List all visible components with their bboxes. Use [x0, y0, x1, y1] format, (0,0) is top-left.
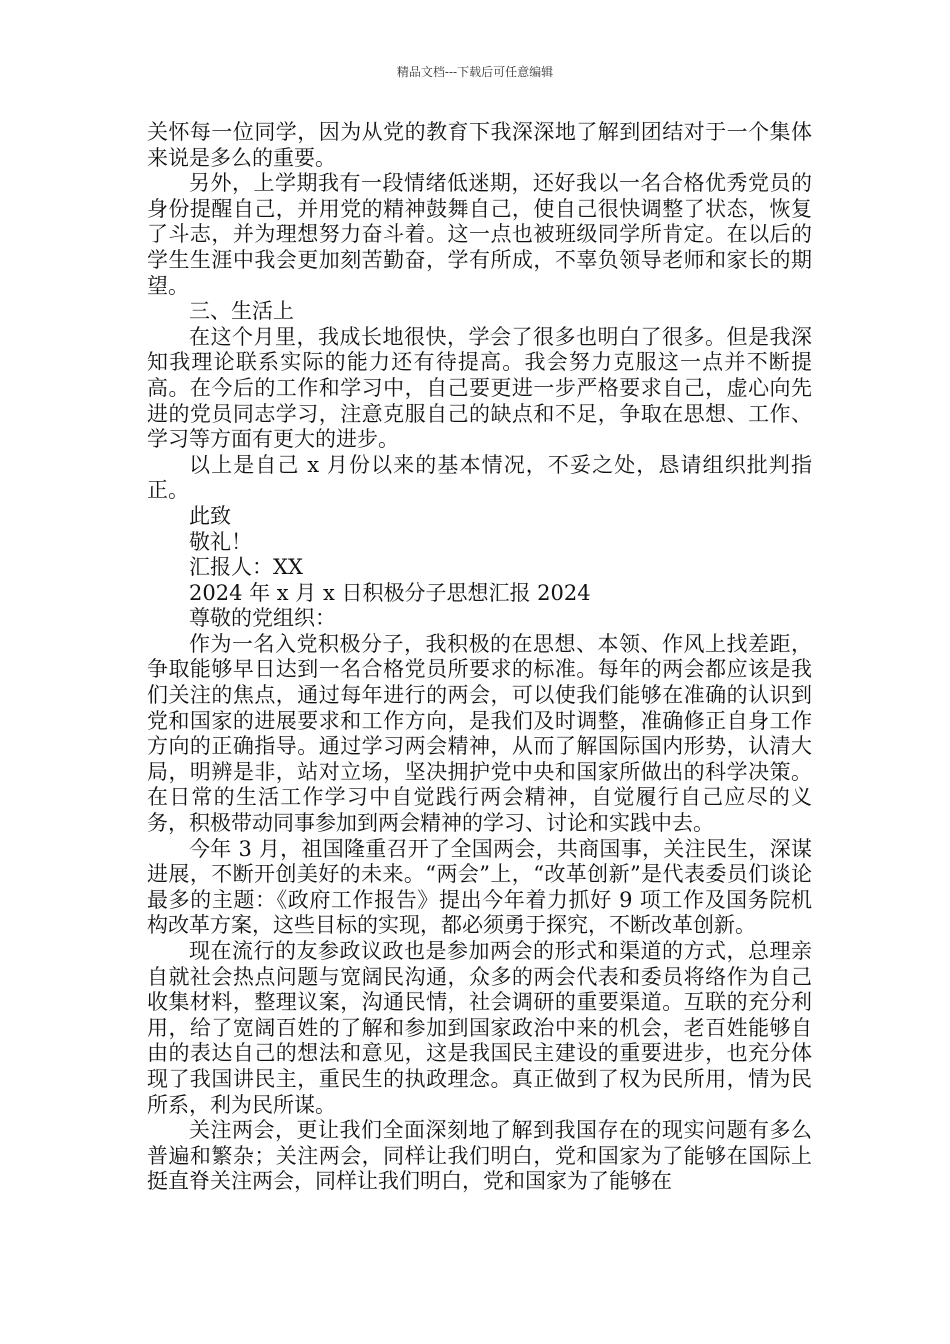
paragraph: 今年 3 月，祖国隆重召开了全国两会，共商国事，关注民生，深谋进展，不断开创美好的未来。“两会”上，“改革创新”是代表委员们谈论最多的主题：《政府工作报告》提出今年着力抓好 9 项工作及国务院机构改革方案，这些目标的实现，都必须勇于探究，不断改革创新。 — [147, 836, 812, 938]
paragraph: 以上是自己 x 月份以来的基本情况，不妥之处，恳请组织批判指正。 — [147, 452, 812, 503]
paragraph: 另外，上学期我有一段情绪低迷期，还好我以一名合格优秀党员的身份提醒自己，并用党的精神鼓舞自己，使自己很快调整了状态，恢复了斗志，并为理想努力奋斗着。这一点也被班级同学所肯定。在以后的学生生涯中我会更加刻苦勤奋，学有所成，不辜负领导老师和家长的期望。 — [147, 171, 812, 298]
salutation: 尊敬的党组织： — [189, 606, 336, 631]
page-header: 精品文档---下载后可任意编辑 — [396, 65, 554, 79]
paragraph: 关怀每一位同学，因为从党的教育下我深深地了解到团结对于一个集体来说是多么的重要。 — [147, 120, 812, 170]
document-body — [147, 120, 812, 1195]
paragraph: 关注两会，更让我们全面深刻地了解到我国存在的现实问题有多么普遍和繁杂；关注两会，同样让我们明白，党和国家为了能够在国际上挺直脊关注两会，同样让我们明白，党和国家为了能够在 — [147, 1118, 812, 1194]
paragraph: 在这个月里，我成长地很快，学会了很多也明白了很多。但是我深知我理论联系实际的能力还有待提高。我会努力克服这一点并不断提高。在今后的工作和学习中，自己要更进一步严格要求自己，虚心向先进的党员同志学习，注意克服自己的缺点和不足，争取在思想、工作、学习等方面有更大的进步。 — [147, 324, 812, 452]
closing-line: 此致 — [189, 503, 231, 528]
reporter-line: 汇报人：XX — [189, 555, 303, 580]
closing-salute: 敬礼！ — [189, 529, 252, 554]
paragraph: 作为一名入党积极分子，我积极的在思想、本领、作风上找差距，争取能够早日达到一名合格党员所要求的标准。每年的两会都应该是我们关注的焦点，通过每年进行的两会，可以使我们能够在准确的认识到党和国家的进展要求和工作方向，是我们及时调整，准确修正自身工作方向的正确指导。通过学习两会精神，从而了解国际国内形势，认清大局，明辨是非，站对立场，坚决拥护党中央和国家所做出的科学决策。在日常的生活工作学习中自觉践行两会精神，自觉履行自己应尽的义务，积极带动同事参加到两会精神的学习、讨论和实践中去。 — [147, 631, 812, 836]
document-title: 2024 年 x 月 x 日积极分子思想汇报 2024 — [189, 580, 591, 605]
paragraph: 现在流行的友参政议政也是参加两会的形式和渠道的方式，总理亲自就社会热点问题与宽阔民沟通，众多的两会代表和委员将络作为自己收集材料，整理议案，沟通民情，社会调研的重要渠道。互联的充分利用，给了宽阔百姓的了解和参加到国家政治中来的机会，老百姓能够自由的表达自己的想法和意见，这是我国民主建设的重要进步，也充分体现了我国讲民主，重民生的执政理念。真正做到了权为民所用，情为民所系，利为民所谋。 — [147, 939, 812, 1117]
section-heading: 三、生活上 — [189, 299, 294, 324]
